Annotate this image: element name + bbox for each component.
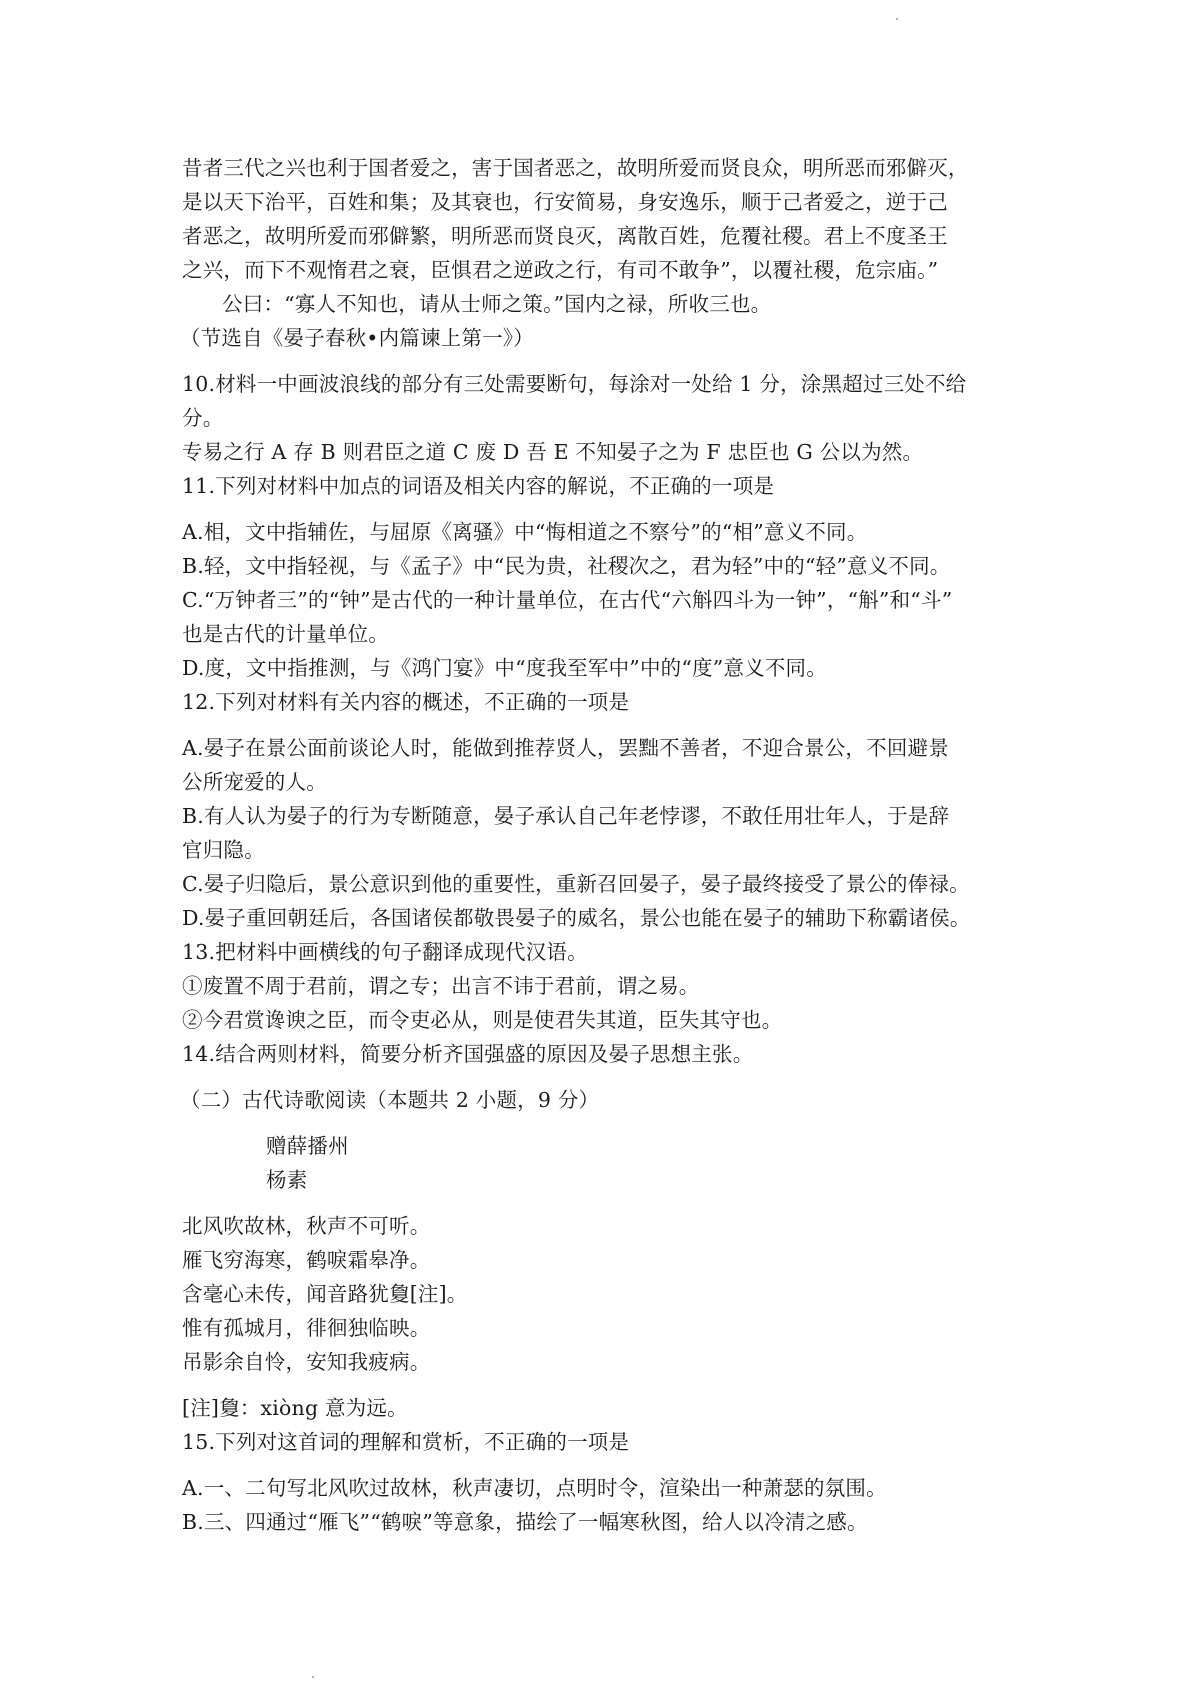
question-11-option: A.相，文中指辅佐，与屈原《离骚》中“悔相道之不察兮”的“相”意义不同。 xyxy=(182,520,868,544)
poem-line: 惟有孤城月，徘徊独临映。 xyxy=(182,1316,431,1340)
question-13-item: ①废置不周于君前，谓之专；出言不讳于君前，谓之易。 xyxy=(182,974,700,998)
passage-line: 昔者三代之兴也利于国者爱之，害于国者恶之，故明所爱而贤良众，明所恶而邪僻灭， xyxy=(182,156,969,180)
question-12-stem: 12.下列对材料有关内容的概述，不正确的一项是 xyxy=(182,690,630,714)
poem-author: 杨素 xyxy=(266,1168,308,1192)
poem-line: 含毫心未传，闻音路犹敻[注]。 xyxy=(182,1282,468,1306)
poem-line: 雁飞穷海寒，鹤唳霜皋净。 xyxy=(182,1248,431,1272)
poem-line: 北风吹故林，秋声不可听。 xyxy=(182,1214,431,1238)
question-14-stem: 14.结合两则材料，简要分析齐国强盛的原因及晏子思想主张。 xyxy=(182,1042,754,1066)
question-10: 10.材料一中画波浪线的部分有三处需要断句，每涂对一处给 1 分，涂黑超过三处不给 xyxy=(182,372,967,396)
question-15-option: B.三、四通过“雁飞”“鹤唳”等意象，描绘了一幅寒秋图，给人以冷清之感。 xyxy=(182,1510,868,1534)
question-12-option: B.有人认为晏子的行为专断随意，晏子承认自己年老悖谬，不敢任用壮年人，于是辞 xyxy=(182,804,950,828)
passage-line: 之兴，而下不观惰君之衰，臣惧君之逆政之行，有司不敢争”，以覆社稷，危宗庙。” xyxy=(182,258,939,282)
question-10-cont: 分。 xyxy=(182,406,224,430)
question-11-stem: 11.下列对材料中加点的词语及相关内容的解说，不正确的一项是 xyxy=(182,474,775,498)
question-12-option: C.晏子归隐后，景公意识到他的重要性，重新召回晏子，晏子最终接受了景公的俸禄。 xyxy=(182,872,970,896)
question-15-option: A.一、二句写北风吹过故林，秋声凄切，点明时令，渲染出一种萧瑟的氛围。 xyxy=(182,1476,887,1500)
question-11-option: C.“万钟者三”的“钟”是古代的一种计量单位，在古代“六斛四斗为一钟”，“斛”和“斗” xyxy=(182,588,953,612)
passage-source: （节选自《晏子春秋•内篇谏上第一》） xyxy=(180,326,534,350)
passage-line: 公曰：“寡人不知也，请从士师之策。”国内之禄，所收三也。 xyxy=(222,292,772,316)
scan-speck xyxy=(896,18,898,20)
question-11-option: D.度，文中指推测，与《鸿门宴》中“度我至军中”中的“度”意义不同。 xyxy=(182,656,827,680)
passage-line: 者恶之，故明所爱而邪僻繁，明所恶而贤良灭，离散百姓，危覆社稷。君上不度圣王 xyxy=(182,224,948,248)
poem-note: [注]敻：xiòng 意为远。 xyxy=(182,1396,408,1420)
poem-title: 赠薛播州 xyxy=(266,1134,349,1158)
question-12-option-cont: 官归隐。 xyxy=(182,838,265,862)
passage-line: 是以天下治平，百姓和集；及其衰也，行安简易，身安逸乐，顺于己者爱之，逆于己 xyxy=(182,190,948,214)
poem-line: 吊影余自怜，安知我疲病。 xyxy=(182,1350,431,1374)
question-12-option-cont: 公所宠爱的人。 xyxy=(182,770,327,794)
section-heading: （二）古代诗歌阅读（本题共 2 小题，9 分） xyxy=(180,1088,600,1112)
question-11-option-cont: 也是古代的计量单位。 xyxy=(182,622,389,646)
question-13-stem: 13.把材料中画横线的句子翻译成现代汉语。 xyxy=(182,940,588,964)
question-12-option: D.晏子重回朝廷后，各国诸侯都敬畏晏子的威名，景公也能在晏子的辅助下称霸诸侯。 xyxy=(182,906,971,930)
question-10-sentence: 专易之行 A 存 B 则君臣之道 C 废 D 吾 E 不知晏子之为 F 忠臣也 G 公以为然。 xyxy=(182,440,924,464)
question-12-option: A.晏子在景公面前谈论人时，能做到推荐贤人，罢黜不善者，不迎合景公，不回避景 xyxy=(182,736,949,760)
question-15-stem: 15.下列对这首词的理解和赏析，不正确的一项是 xyxy=(182,1430,630,1454)
scan-speck xyxy=(312,1676,314,1678)
question-11-option: B.轻，文中指轻视，与《孟子》中“民为贵，社稷次之，君为轻”中的“轻”意义不同。 xyxy=(182,554,951,578)
question-13-item: ②今君赏谗谀之臣，而令吏必从，则是使君失其道，臣失其守也。 xyxy=(182,1008,783,1032)
